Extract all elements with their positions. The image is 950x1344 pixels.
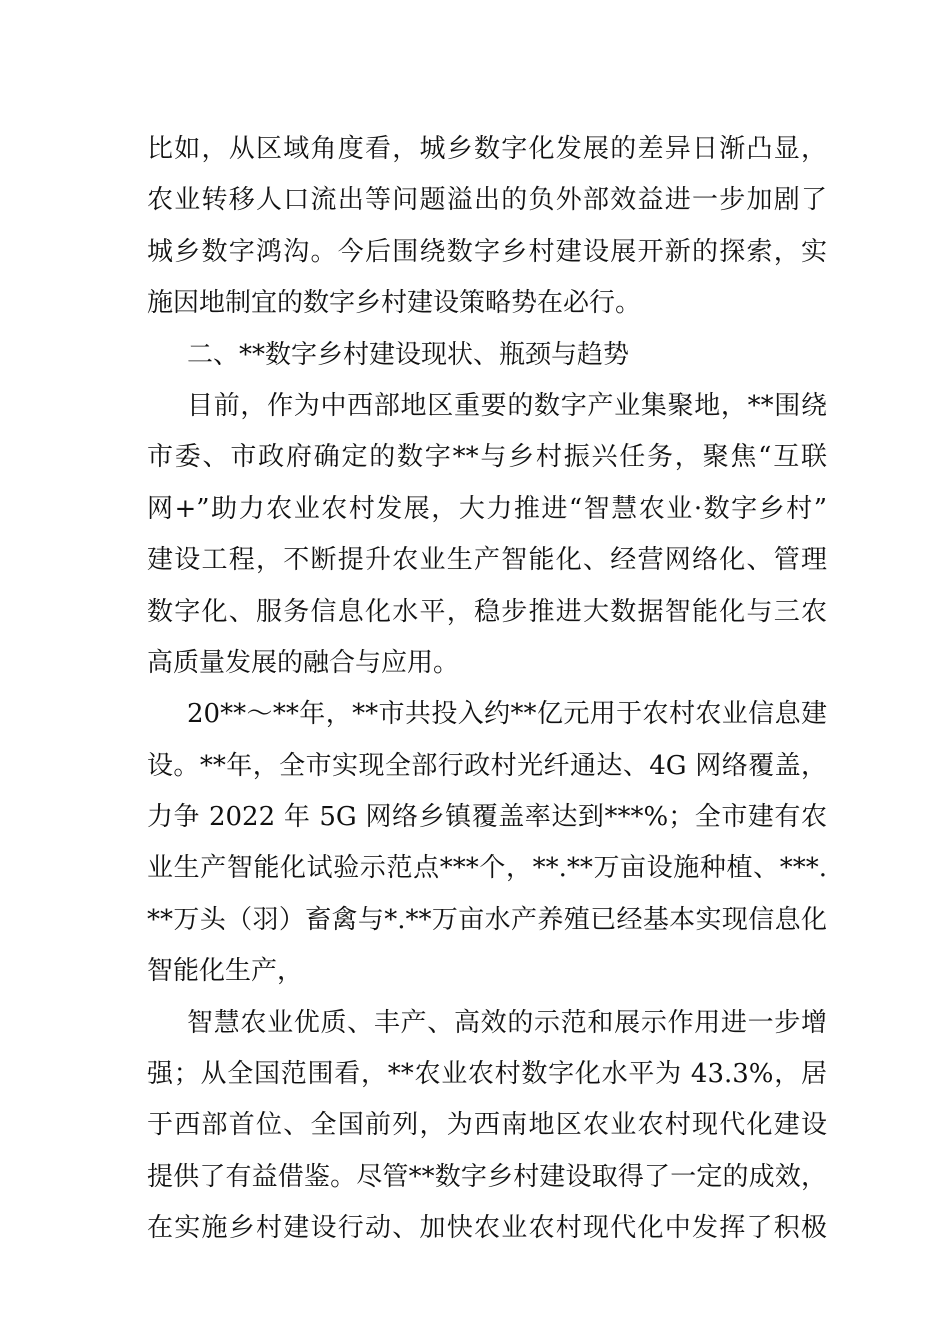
- text-line: 智慧农业优质、丰产、高效的示范和展示作用进一步增: [187, 1007, 827, 1038]
- text-line: 城乡数字鸿沟。今后围绕数字乡村建设展开新的探索，实: [147, 236, 827, 267]
- text-line: 在实施乡村建设行动、加快农业农村现代化中发挥了积极: [147, 1213, 827, 1244]
- text-line: 高质量发展的融合与应用。: [147, 647, 460, 678]
- text-line: 建设工程，不断提升农业生产智能化、经营网络化、管理: [147, 545, 827, 576]
- text-line: 业生产智能化试验示范点***个，**.**万亩设施种植、***.: [147, 853, 827, 884]
- text-line: 提供了有益借鉴。尽管**数字乡村建设取得了一定的成效，: [147, 1161, 827, 1192]
- text-line: 目前，作为中西部地区重要的数字产业集聚地，**围绕: [187, 390, 827, 421]
- document-body: [147, 124, 827, 1255]
- paragraph-current-status: [147, 381, 827, 689]
- text-line: 比如，从区域角度看，城乡数字化发展的差异日渐凸显，: [147, 134, 827, 164]
- text-line: 市委、市政府确定的数字**与乡村振兴任务，聚焦“互联: [147, 442, 827, 473]
- paragraph-smart-agriculture: [147, 998, 827, 1255]
- text-line: 于西部首位、全国前列，为西南地区农业农村现代化建设: [147, 1110, 827, 1141]
- text-line: 施因地制宜的数字乡村建设策略势在必行。: [147, 288, 642, 319]
- text-line: 20**～**年，**市共投入约**亿元用于农村农业信息建: [187, 699, 827, 730]
- heading-text: 二、**数字乡村建设现状、瓶颈与趋势: [187, 339, 630, 370]
- section-heading: [147, 330, 827, 381]
- text-line: **万头（羽）畜禽与*.**万亩水产养殖已经基本实现信息化: [147, 904, 827, 935]
- paragraph-regional-gap: [147, 124, 827, 330]
- text-line: 设。**年，全市实现全部行政村光纤通达、4G 网络覆盖，: [147, 750, 827, 781]
- text-line: 数字化、服务信息化水平，稳步推进大数据智能化与三农: [147, 596, 827, 627]
- text-line: 网+”助力农业农村发展，大力推进“智慧农业·数字乡村”: [147, 493, 827, 524]
- text-line: 力争 2022 年 5G 网络乡镇覆盖率达到***%；全市建有农: [147, 802, 827, 833]
- text-line: 农业转移人口流出等问题溢出的负外部效益进一步加剧了: [147, 185, 827, 216]
- text-line: 智能化生产，: [147, 956, 304, 987]
- text-line: 强；从全国范围看，**农业农村数字化水平为 43.3%，居: [147, 1059, 827, 1090]
- paragraph-investment: [147, 689, 827, 997]
